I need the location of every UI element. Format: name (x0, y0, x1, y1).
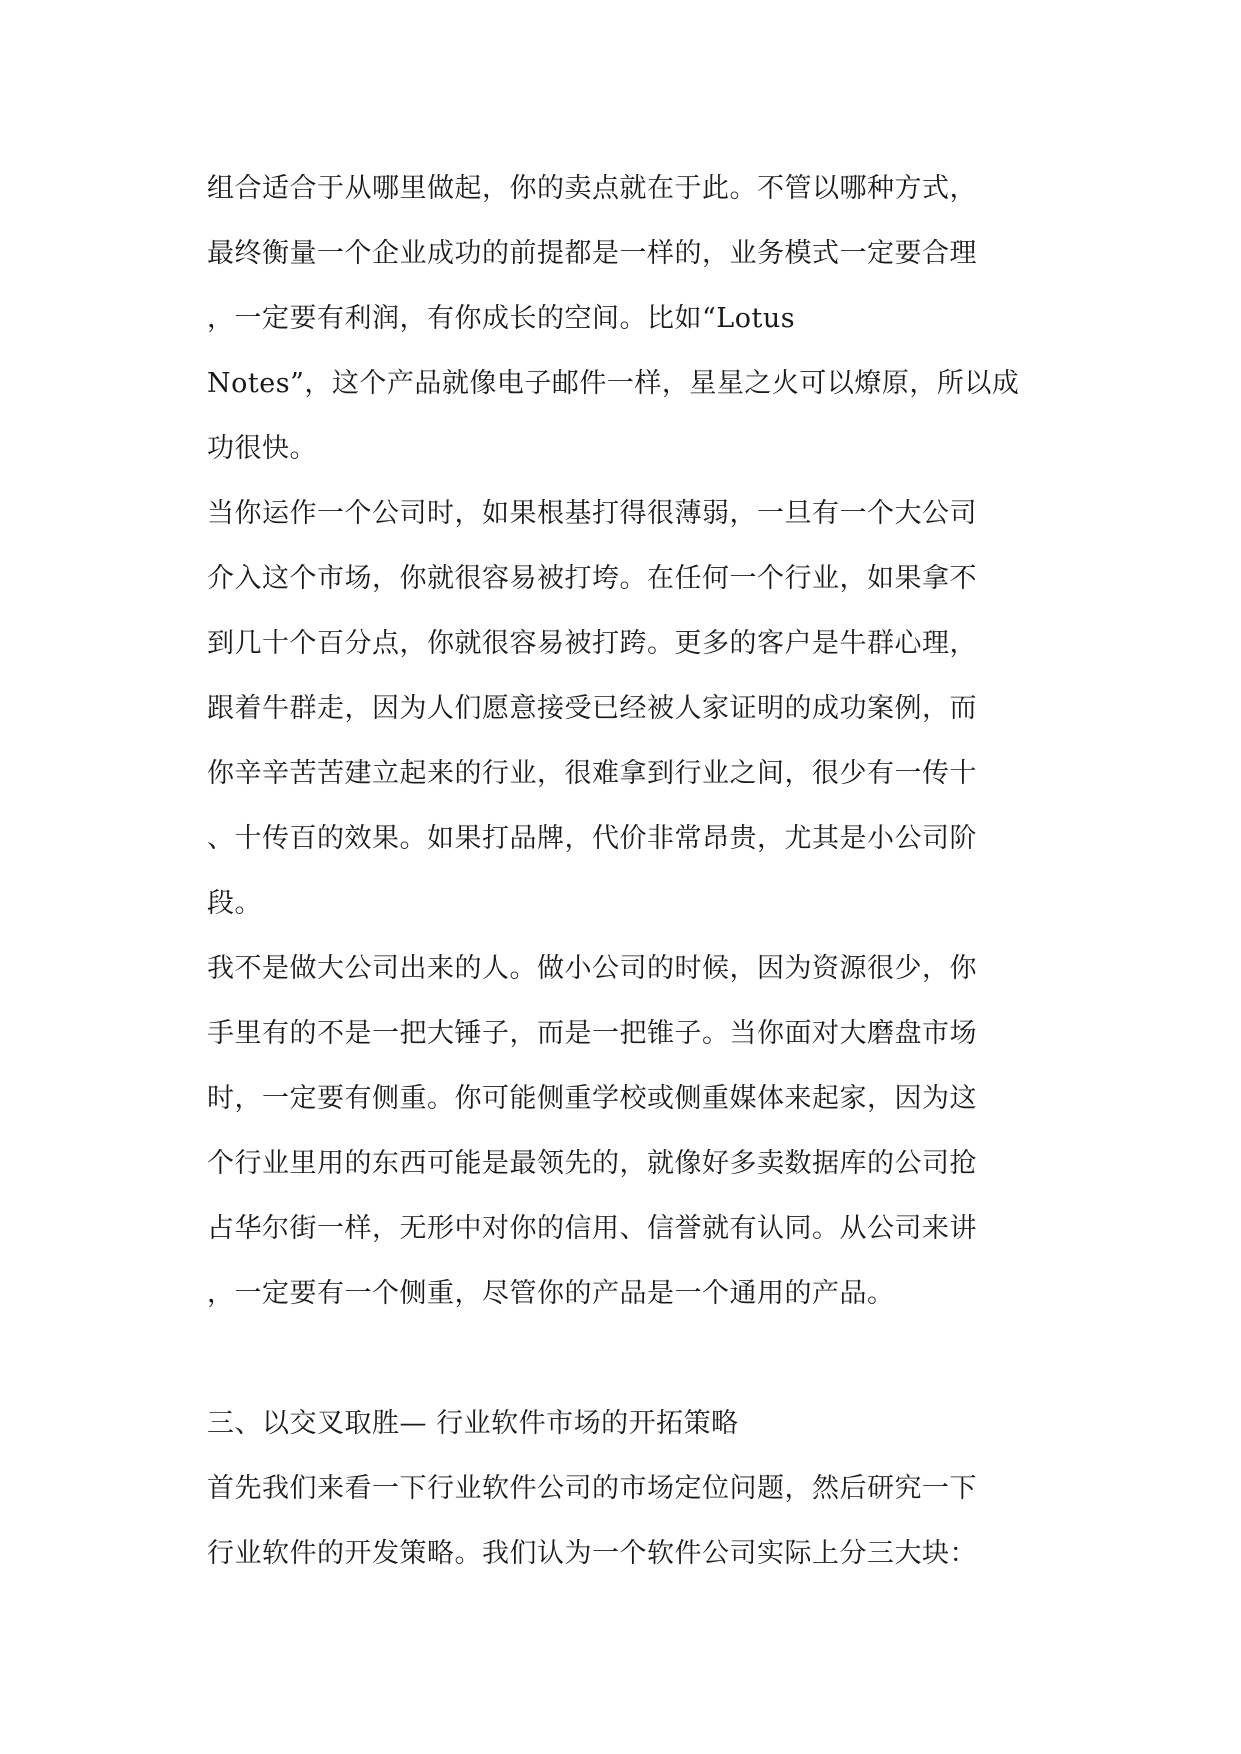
body-line: 组合适合于从哪里做起，你的卖点就在于此。不管以哪种方式， (207, 173, 977, 204)
body-line: 段。 (207, 888, 262, 919)
body-line: 功很快。 (207, 433, 317, 464)
paragraph-gap (207, 1326, 1067, 1391)
body-line: 当你运作一个公司时，如果根基打得很薄弱，一旦有一个大公司 (207, 498, 977, 529)
body-line: 最终衡量一个企业成功的前提都是一样的，业务模式一定要合理 (207, 238, 977, 269)
body-line: Notes”，这个产品就像电子邮件一样，星星之火可以燎原，所以成 (207, 368, 1020, 399)
body-line: 行业软件的开发策略。我们认为一个软件公司实际上分三大块： (207, 1538, 977, 1569)
body-line: 占华尔街一样，无形中对你的信用、信誉就有认同。从公司来讲 (207, 1213, 977, 1244)
section-heading: 三、以交叉取胜— 行业软件市场的开拓策略 (207, 1408, 739, 1439)
body-line: 、十传百的效果。如果打品牌，代价非常昂贵，尤其是小公司阶 (207, 823, 977, 854)
body-line: 我不是做大公司出来的人。做小公司的时候，因为资源很少，你 (207, 953, 977, 984)
body-line: 到几十个百分点，你就很容易被打跨。更多的客户是牛群心理， (207, 628, 977, 659)
body-line: 跟着牛群走，因为人们愿意接受已经被人家证明的成功案例，而 (207, 693, 977, 724)
body-line: ，一定要有一个侧重，尽管你的产品是一个通用的产品。 (207, 1278, 895, 1309)
body-line: 介入这个市场，你就很容易被打垮。在任何一个行业，如果拿不 (207, 563, 977, 594)
document-body (207, 156, 1067, 1586)
body-line: ，一定要有利润，有你成长的空间。比如“Lotus (207, 303, 796, 334)
body-line: 你辛辛苦苦建立起来的行业，很难拿到行业之间，很少有一传十 (207, 758, 977, 789)
body-line: 首先我们来看一下行业软件公司的市场定位问题，然后研究一下 (207, 1473, 977, 1504)
body-line: 时，一定要有侧重。你可能侧重学校或侧重媒体来起家，因为这 (207, 1083, 977, 1114)
body-line: 手里有的不是一把大锤子，而是一把锥子。当你面对大磨盘市场 (207, 1018, 977, 1049)
body-line: 个行业里用的东西可能是最领先的，就像好多卖数据库的公司抢 (207, 1148, 977, 1179)
